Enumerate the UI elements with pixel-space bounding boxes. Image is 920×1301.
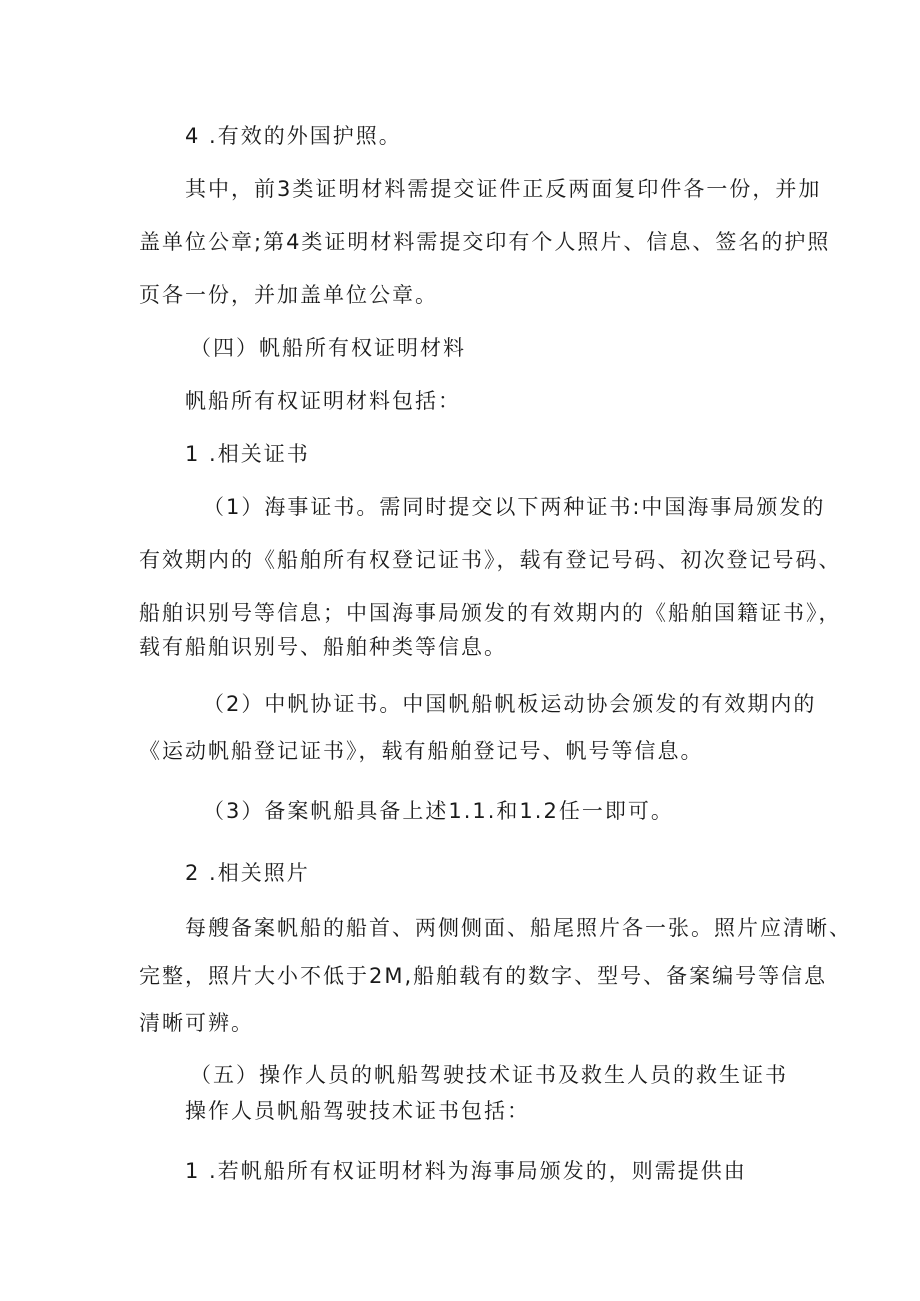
body-text-line: 页各一份，并加盖单位公章。	[139, 283, 438, 307]
section-heading-sailboat-ownership: （四）帆船所有权证明材料	[190, 336, 466, 360]
section-heading-operator-certificates: （五）操作人员的帆船驾驶技术证书及救生人员的救生证书	[190, 1063, 788, 1087]
subheading-related-certificates: 1 .相关证书	[185, 442, 310, 466]
body-text-line: 《运动帆船登记证书》，载有船舶登记号、帆号等信息。	[139, 739, 704, 763]
body-text-line: （1）海事证书。需同时提交以下两种证书:中国海事局颁发的	[203, 495, 826, 519]
body-text-line: （2）中帆协证书。中国帆船帆板运动协会颁发的有效期内的	[203, 692, 817, 716]
body-text-line: 操作人员帆船驾驶技术证书包括：	[185, 1099, 530, 1123]
body-text-line: 1 .若帆船所有权证明材料为海事局颁发的，则需提供由	[185, 1159, 747, 1183]
body-text-line: 载有船舶识别号、船舶种类等信息。	[139, 635, 507, 659]
body-text-line: 船舶识别号等信息；中国海事局颁发的有效期内的《船舶国籍证书》，	[139, 601, 842, 625]
body-text-line: 其中，前3类证明材料需提交证件正反两面复印件各一份，并加	[185, 177, 822, 201]
body-text-line: 盖单位公章;第4类证明材料需提交印有个人照片、信息、签名的护照	[139, 230, 831, 254]
body-text-line: 帆船所有权证明材料包括：	[185, 389, 461, 413]
body-text-line: 有效期内的《船舶所有权登记证书》，载有登记号码、初次登记号码、	[139, 548, 842, 572]
body-text-line: （3）备案帆船具备上述1.1.和1.2任一即可。	[203, 799, 674, 823]
body-text-line: 完整，照片大小不低于2M,船舶载有的数字、型号、备案编号等信息	[139, 964, 828, 988]
subheading-related-photos: 2 .相关照片	[185, 861, 310, 885]
body-text-line: 清晰可辨。	[139, 1011, 254, 1035]
body-text-line: 每艘备案帆船的船首、两侧侧面、船尾照片各一张。照片应清晰、	[185, 916, 852, 940]
list-item-foreign-passport: 4 .有效的外国护照。	[185, 124, 402, 148]
